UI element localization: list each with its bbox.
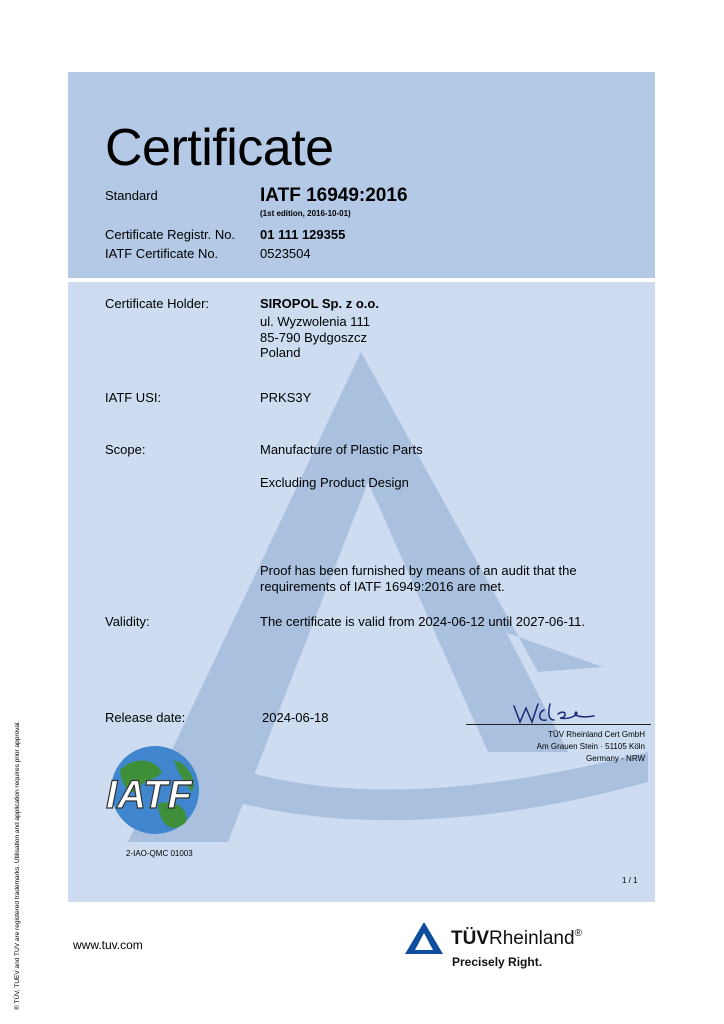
page-number: 1 / 1 (622, 876, 638, 885)
holder-country: Poland (260, 345, 301, 360)
release-value: 2024-06-18 (262, 710, 329, 725)
website-link[interactable]: www.tuv.com (73, 938, 143, 952)
issuer-line3: Germany - NRW (586, 754, 645, 763)
brand-registered: ® (574, 928, 582, 939)
proof-line2: requirements of IATF 16949:2016 are met. (260, 579, 505, 594)
iatf-code: 2-IAO-QMC 01003 (126, 849, 193, 858)
registr-value: 01 111 129355 (260, 227, 346, 242)
iatf-cert-value: 0523504 (260, 246, 311, 261)
validity-label: Validity: (105, 614, 150, 629)
signature (510, 700, 600, 726)
usi-label: IATF USI: (105, 390, 162, 405)
brand-tuv: TÜV (451, 928, 489, 949)
holder-street: ul. Wyzwolenia 111 (260, 314, 370, 329)
proof-line1: Proof has been furnished by means of an audit that the (260, 563, 577, 578)
scope-label: Scope: (105, 442, 146, 457)
issuer-line2: Am Grauen Stein · 51105 Köln (536, 742, 645, 751)
release-label: Release date: (105, 710, 186, 725)
registr-label: Certificate Registr. No. (105, 227, 236, 242)
standard-label: Standard (105, 188, 158, 203)
issuer-line1: TÜV Rheinland Cert GmbH (548, 730, 645, 739)
iatf-logo-text: IATF (106, 773, 192, 817)
scope-line1: Manufacture of Plastic Parts (260, 442, 423, 457)
standard-edition: (1st edition, 2016-10-01) (260, 209, 351, 218)
brand-rheinland: Rheinland (489, 928, 575, 949)
holder-label: Certificate Holder: (105, 296, 210, 311)
certificate-title: Certificate (105, 119, 334, 177)
iatf-globe-logo (100, 742, 218, 840)
validity-text: The certificate is valid from 2024-06-12 until 2027-06-11. (260, 614, 585, 629)
standard-value: IATF 16949:2016 (260, 185, 408, 206)
signature-line (466, 724, 651, 725)
tuv-triangle-logo-icon (403, 920, 445, 956)
scope-line2: Excluding Product Design (260, 475, 409, 490)
iatf-cert-label: IATF Certificate No. (105, 246, 219, 261)
holder-name: SIROPOL Sp. z o.o. (260, 296, 379, 311)
trademark-note: ® TÜV, TUEV and TUV are registered trademarks. Utilisation and application requires prior approval. (14, 720, 21, 1010)
usi-value: PRKS3Y (260, 390, 312, 405)
tuv-brand (451, 928, 582, 950)
tuv-slogan: Precisely Right. (452, 955, 543, 969)
holder-city: 85-790 Bydgoszcz (260, 330, 367, 345)
